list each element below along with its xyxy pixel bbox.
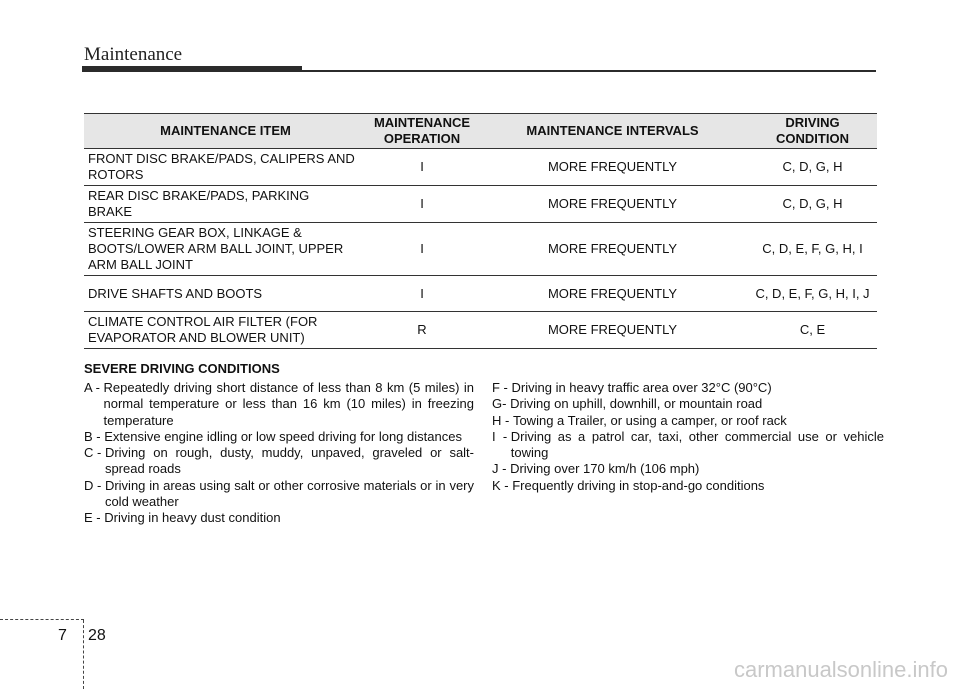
cell-item: REAR DISC BRAKE/PADS, PARKING BRAKE [84, 186, 367, 223]
condition-letter: K - [492, 477, 513, 493]
condition-letter: H - [492, 412, 513, 428]
condition-text: Driving as a patrol car, taxi, other commercial use or vehicle towing [510, 428, 884, 461]
cell-item: DRIVE SHAFTS AND BOOTS [84, 276, 367, 312]
condition-letter: B - [84, 428, 105, 444]
condition-letter: E - [84, 510, 105, 526]
cell-operation: R [367, 312, 477, 349]
severe-conditions-right-column [492, 380, 884, 494]
table-row [84, 149, 877, 186]
condition-item [84, 478, 474, 511]
cell-interval: MORE FREQUENTLY [477, 223, 748, 276]
footer-rule-vertical [83, 620, 85, 689]
condition-item [492, 461, 884, 477]
cell-operation: I [367, 276, 477, 312]
condition-letter: C - [84, 445, 105, 461]
cell-condition: C, E [748, 312, 877, 349]
cell-operation: I [367, 149, 477, 186]
condition-item [492, 413, 884, 429]
maintenance-table [84, 113, 877, 349]
condition-letter: G- [492, 396, 511, 412]
table-row [84, 276, 877, 312]
cell-operation: I [367, 186, 477, 223]
page-header-title: Maintenance [84, 44, 183, 65]
condition-item [84, 429, 474, 445]
cell-interval: MORE FREQUENTLY [477, 149, 748, 186]
condition-text: Driving in areas using salt or other corrosive materials or in very cold weather [104, 477, 474, 510]
condition-text: Repeatedly driving short distance of less than 8 km (5 miles) in normal temperature or less than 16 km (10 miles) in freezing temperature [103, 380, 474, 428]
header-maintenance-intervals: MAINTENANCE INTERVALS [477, 114, 748, 149]
cell-item: STEERING GEAR BOX, LINKAGE & BOOTS/LOWER ARM BALL JOINT, UPPER ARM BALL JOINT [84, 223, 367, 276]
condition-item [492, 380, 884, 396]
condition-text: Driving over 170 km/h (106 mph) [510, 461, 700, 477]
cell-condition: C, D, G, H [748, 186, 877, 223]
condition-item [84, 510, 474, 526]
header-maintenance-item: MAINTENANCE ITEM [84, 114, 367, 149]
footer-rule-horizontal [0, 619, 84, 621]
condition-letter: J - [492, 461, 511, 477]
condition-text: Driving in heavy traffic area over 32°C (90°C) [511, 380, 772, 395]
cell-condition: C, D, E, F, G, H, I [748, 223, 877, 276]
condition-text: Driving in heavy dust condition [104, 510, 281, 526]
table-header-row [84, 114, 877, 149]
condition-item [492, 478, 884, 494]
condition-text: Driving on rough, dusty, muddy, unpaved, graveled or salt-spread roads [104, 445, 474, 477]
severe-conditions-title: SEVERE DRIVING CONDITIONS [84, 361, 280, 376]
header-maintenance-operation: MAINTENANCE OPERATION [367, 114, 477, 149]
cell-interval: MORE FREQUENTLY [477, 312, 748, 349]
cell-condition: C, D, G, H [748, 149, 877, 186]
condition-letter: D - [84, 477, 105, 493]
condition-item [492, 429, 884, 462]
table-row [84, 312, 877, 349]
page-number: 28 [88, 627, 106, 644]
condition-text: Towing a Trailer, or using a camper, or roof rack [512, 412, 787, 428]
watermark-text: carmanualsonline.info [733, 657, 948, 682]
condition-item [84, 445, 474, 478]
cell-item: FRONT DISC BRAKE/PADS, CALIPERS AND ROTORS [84, 149, 367, 186]
condition-letter: F - [492, 380, 512, 395]
condition-item [492, 396, 884, 412]
chapter-number: 7 [58, 627, 67, 644]
severe-conditions-left-column [84, 380, 474, 527]
condition-letter: I - [492, 428, 511, 444]
cell-interval: MORE FREQUENTLY [477, 276, 748, 312]
table-row [84, 223, 877, 276]
cell-item: CLIMATE CONTROL AIR FILTER (FOR EVAPORATOR AND BLOWER UNIT) [84, 312, 367, 349]
header-rule-thick [82, 66, 302, 72]
condition-text: Frequently driving in stop-and-go conditions [512, 477, 765, 493]
cell-condition: C, D, E, F, G, H, I, J [748, 276, 877, 312]
condition-text: Extensive engine idling or low speed driving for long distances [104, 428, 462, 444]
header-rule-thin [302, 70, 876, 72]
condition-item [84, 380, 474, 429]
cell-interval: MORE FREQUENTLY [477, 186, 748, 223]
condition-letter: A - [84, 380, 104, 395]
condition-text: Driving on uphill, downhill, or mountain road [510, 396, 763, 412]
header-driving-condition: DRIVING CONDITION [748, 114, 877, 149]
table-row [84, 186, 877, 223]
cell-operation: I [367, 223, 477, 276]
